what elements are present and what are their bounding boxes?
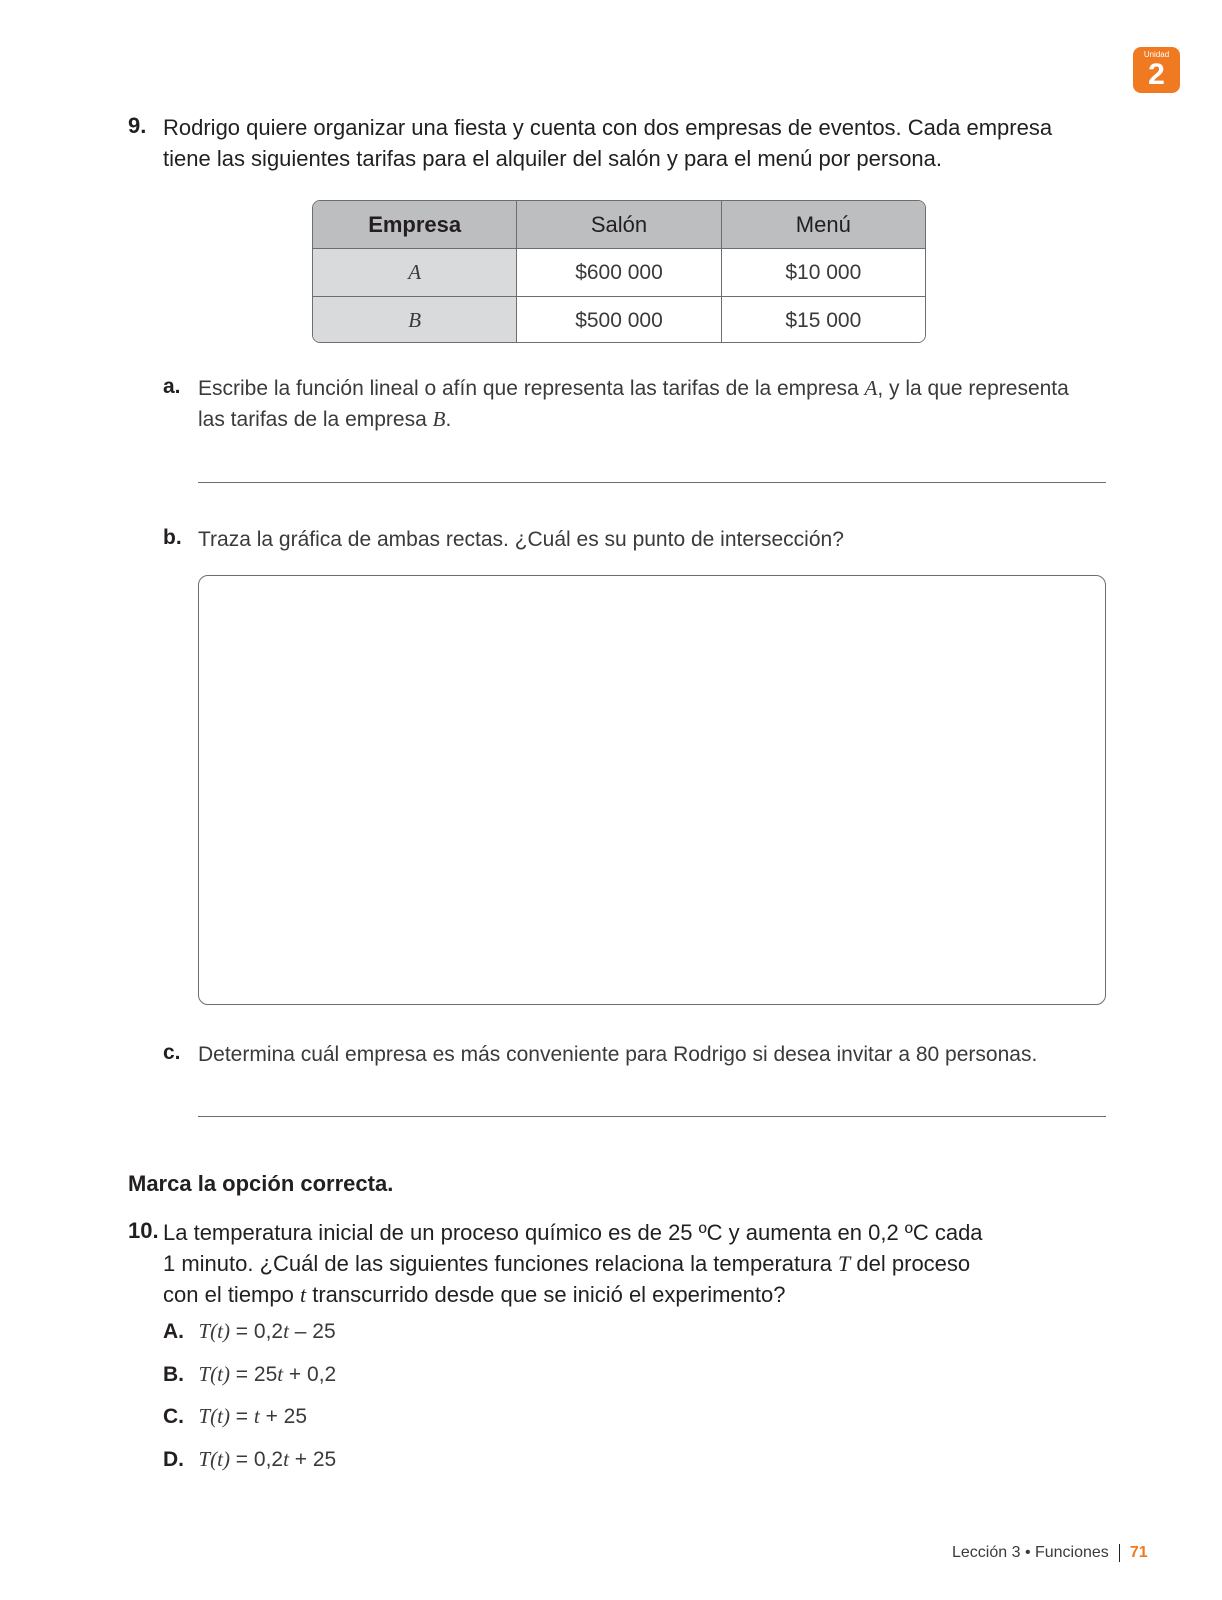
option-b-label: B.	[163, 1363, 184, 1386]
question-10-var-t: t	[299, 1282, 307, 1307]
option-c-label: C.	[163, 1405, 184, 1428]
option-a-var: t	[283, 1319, 289, 1343]
question-9-line1: Rodrigo quiere organizar una fiesta y cuenta con dos empresas de eventos. Cada empresa	[163, 115, 1053, 140]
part-b-text: Traza la gráfica de ambas rectas. ¿Cuál es su punto de intersección?	[198, 528, 844, 551]
option-d-eq: = 0,2	[229, 1448, 284, 1471]
page-footer	[952, 1544, 1148, 1562]
option-c-eq: =	[229, 1405, 254, 1428]
question-9-text	[163, 112, 1052, 174]
part-c-label: c.	[163, 1041, 181, 1064]
question-10-text-2a: 1 minuto. ¿Cuál de las siguientes funciones relaciona la temperatura	[163, 1251, 839, 1276]
unit-label: Unidad	[1143, 50, 1170, 59]
option-d[interactable]	[163, 1447, 336, 1472]
question-10-text-2b: del proceso	[850, 1251, 971, 1276]
answer-line-c[interactable]	[198, 1116, 1106, 1117]
option-c-rest: + 25	[259, 1405, 308, 1428]
option-b-func: T(t)	[198, 1362, 230, 1386]
graph-answer-box[interactable]	[198, 575, 1106, 1005]
question-9-number: 9.	[128, 113, 147, 138]
option-a-eq: = 0,2	[229, 1320, 284, 1343]
option-a-func: T(t)	[198, 1319, 230, 1343]
part-a-var-b: B	[432, 407, 446, 431]
option-c-func: T(t)	[198, 1404, 230, 1428]
table-cell-salon: $500 000	[516, 297, 720, 343]
table-header-row	[313, 201, 925, 248]
table-cell-menu: $10 000	[721, 249, 925, 296]
part-a-label: a.	[163, 375, 181, 398]
option-a-label: A.	[163, 1320, 184, 1343]
part-a-text	[198, 373, 1069, 435]
footer-separator	[1119, 1544, 1120, 1562]
question-10-line1: La temperatura inicial de un proceso químico es de 25 ºC y aumenta en 0,2 ºC cada	[163, 1220, 983, 1245]
footer-lesson: Lección 3 • Funciones	[952, 1544, 1109, 1561]
instruction-heading: Marca la opción correcta.	[128, 1171, 394, 1196]
unit-number: 2	[1148, 58, 1165, 91]
option-d-label: D.	[163, 1448, 184, 1471]
part-b-label: b.	[163, 526, 182, 549]
table-header-empresa: Empresa	[313, 201, 516, 248]
part-a-text-4: .	[445, 408, 452, 431]
option-d-var: t	[283, 1447, 289, 1471]
question-10-number: 10.	[128, 1218, 159, 1243]
table-cell-salon: $600 000	[516, 249, 720, 296]
option-b[interactable]	[163, 1362, 336, 1387]
part-a-text-2: , y la que representa	[877, 377, 1069, 400]
question-10-text	[163, 1217, 983, 1310]
option-a[interactable]	[163, 1319, 336, 1344]
part-a-text-1: Escribe la función lineal o afín que representa las tarifas de la empresa	[198, 377, 865, 400]
table-header-menu: Menú	[721, 201, 925, 248]
option-b-eq: = 25	[229, 1363, 278, 1386]
question-10-var-T: T	[838, 1251, 851, 1276]
part-a-text-3: las tarifas de la empresa	[198, 408, 433, 431]
table-row	[313, 248, 925, 296]
option-b-rest: + 0,2	[283, 1363, 337, 1386]
option-c[interactable]	[163, 1404, 307, 1429]
part-a-var-a: A	[864, 376, 878, 400]
table-row	[313, 296, 925, 343]
option-c-var: t	[253, 1404, 260, 1428]
tariff-table	[312, 200, 926, 343]
option-d-rest: + 25	[288, 1448, 337, 1471]
question-9-line2: tiene las siguientes tarifas para el alquiler del salón y para el menú por persona.	[163, 146, 943, 171]
page-number: 71	[1129, 1544, 1148, 1561]
question-10-text-3a: con el tiempo	[163, 1282, 300, 1307]
table-cell-empresa: A	[313, 249, 516, 296]
unit-badge	[1133, 47, 1180, 93]
answer-line-a[interactable]	[198, 482, 1106, 483]
option-b-var: t	[277, 1362, 284, 1386]
option-d-func: T(t)	[198, 1447, 230, 1471]
table-cell-menu: $15 000	[721, 297, 925, 343]
table-cell-empresa: B	[313, 297, 516, 343]
question-10-text-3b: transcurrido desde que se inició el experimento?	[306, 1282, 786, 1307]
part-c-text: Determina cuál empresa es más conveniente para Rodrigo si desea invitar a 80 personas.	[198, 1043, 1038, 1066]
option-a-rest: – 25	[288, 1320, 336, 1343]
table-header-salon: Salón	[516, 201, 720, 248]
